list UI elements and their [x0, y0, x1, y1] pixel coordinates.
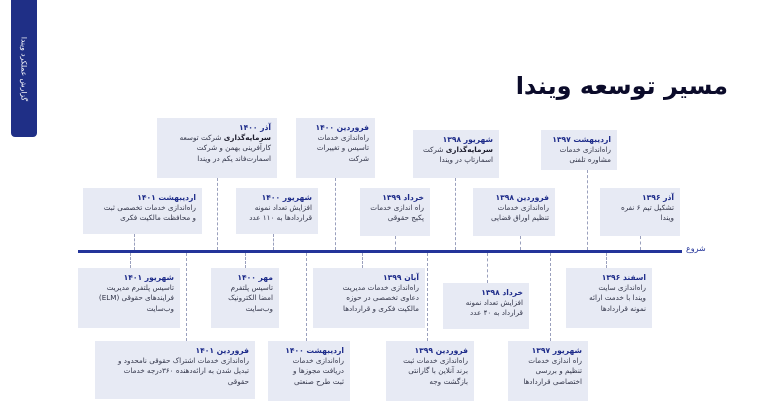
- milestone-line: حقوقی: [227, 376, 249, 386]
- milestone-line: مشاوره تلفنی: [569, 155, 611, 165]
- milestone-line: ویندا: [660, 213, 674, 223]
- milestone-card: [566, 268, 652, 328]
- milestone-date: فروردین ۱۳۹۸: [495, 193, 549, 202]
- milestone-card: [386, 341, 474, 401]
- milestone-line: امضا الکترونیک: [228, 293, 273, 303]
- milestone-date: آذر ۱۳۹۶: [641, 193, 674, 202]
- milestone-text: [163, 133, 271, 143]
- connector-line: [134, 234, 135, 250]
- milestone-line: ویندا با خدمت ارائه: [589, 293, 646, 303]
- milestone-date: شهریور ۱۳۹۸: [442, 135, 493, 144]
- connector-line: [550, 253, 551, 341]
- milestone-line: افزایش تعداد نمونه: [465, 298, 523, 307]
- side-report-tab: [11, 0, 37, 137]
- milestone-date: فروردین ۱۳۹۹: [414, 346, 468, 355]
- connector-line: [455, 178, 456, 250]
- milestone-date: مهر ۱۴۰۰: [237, 273, 273, 282]
- milestone-line: قرارداد به ۴۰ عدد: [470, 308, 523, 318]
- milestone-card: [508, 341, 588, 401]
- milestone-line: راه‌اندازی خدمات مدیریت: [342, 283, 419, 292]
- milestone-line: تاسیس پلتفرم مدیریت: [106, 283, 174, 292]
- connector-line: [427, 253, 428, 341]
- milestone-card: [211, 268, 279, 328]
- milestone-date: اسفند ۱۳۹۶: [601, 273, 646, 282]
- milestone-line: راه‌اندازی خدمات ثبت: [403, 356, 468, 365]
- connector-line: [395, 236, 396, 250]
- page-title: مسیر توسعه ویندا: [515, 72, 728, 100]
- milestone-line: دعاوی تخصصی در حوزه: [346, 293, 419, 303]
- milestone-date: فروردین ۱۴۰۰: [315, 123, 369, 132]
- milestone-line: بازگشت وجه: [429, 376, 468, 386]
- milestone-line: راه‌اندازی سایت: [598, 283, 646, 292]
- milestone-date: آذر ۱۴۰۰: [238, 123, 271, 132]
- milestone-line: راه‌اندازی خدمات: [497, 203, 549, 212]
- connector-line: [273, 234, 274, 250]
- milestone-line: ثبت طرح صنعتی: [293, 376, 344, 386]
- side-tab-label: گزارش عملکرد ویندا: [19, 36, 29, 101]
- milestone-line: راه اندازی خدمات: [370, 203, 424, 212]
- milestone-line: نمونه قراردادها: [600, 303, 646, 313]
- milestone-date: شهریور ۱۳۹۷: [531, 346, 582, 355]
- milestone-line: و محافظت مالکیت فکری: [120, 213, 196, 223]
- milestone-line: قراردادها به ۱۱۰ عدد: [249, 213, 312, 223]
- connector-line: [587, 170, 588, 250]
- milestone-line: تشکیل تیم ۶ نفره: [620, 203, 674, 212]
- connector-line: [606, 253, 607, 268]
- milestone-line: وب‌سایت: [146, 303, 174, 313]
- milestone-date: اردیبهشت ۱۴۰۱: [137, 193, 196, 202]
- milestone-card: [268, 341, 350, 401]
- milestone-date: خرداد ۱۳۹۹: [382, 193, 424, 202]
- connector-line: [640, 236, 641, 250]
- milestone-card: [443, 283, 529, 329]
- milestone-line: راه‌اندازی خدمات: [317, 133, 369, 142]
- milestone-card: [296, 118, 375, 178]
- milestone-date: اردیبهشت ۱۴۰۰: [285, 346, 344, 355]
- milestone-lead: سرمایه‌گذاری: [223, 133, 271, 142]
- milestone-card: [600, 188, 680, 236]
- timeline-axis: [78, 250, 682, 253]
- milestone-lead: سرمایه‌گذاری: [445, 145, 493, 154]
- milestone-card: [157, 118, 277, 178]
- milestone-line: تاسیس پلتفرم: [230, 283, 273, 292]
- timeline-start-label: شروع: [686, 244, 706, 253]
- milestone-line: پکیج حقوقی: [387, 213, 424, 223]
- milestone-line: شرکت: [422, 145, 444, 154]
- milestone-date: شهریور ۱۴۰۰: [261, 193, 312, 202]
- milestone-card: [313, 268, 425, 328]
- milestone-line: راه‌اندازی خدمات تخصصی ثبت: [103, 203, 196, 212]
- milestone-text: [419, 145, 493, 155]
- connector-line: [362, 253, 363, 268]
- milestone-date: خرداد ۱۳۹۸: [481, 288, 523, 297]
- connector-line: [186, 253, 187, 341]
- milestone-card: [473, 188, 555, 236]
- milestone-line: راه‌اندازی خدمات اشتراک حقوقی نامحدود و: [118, 356, 249, 365]
- milestone-line: راه‌اندازی خدمات: [292, 356, 344, 365]
- milestone-line: فرایندهای حقوقی (ELM): [98, 293, 174, 303]
- milestone-card: [541, 130, 617, 170]
- connector-line: [245, 253, 246, 268]
- milestone-card: [95, 341, 255, 399]
- milestone-date: فروردین ۱۴۰۱: [195, 346, 249, 355]
- milestone-line: دریافت مجوزها و: [292, 366, 344, 376]
- milestone-line: تنظیم اوراق قضایی: [491, 213, 549, 223]
- connector-line: [306, 253, 307, 341]
- milestone-line: تاسیس و تغییرات: [316, 143, 369, 153]
- connector-line: [487, 253, 488, 283]
- milestone-line: افزایش تعداد نمونه: [254, 203, 312, 212]
- milestone-line: تنظیم و بررسی: [535, 366, 582, 376]
- milestone-line: اختصاصی قراردادها: [523, 376, 582, 386]
- milestone-line: راه‌اندازی خدمات: [559, 145, 611, 154]
- milestone-card: [83, 188, 202, 234]
- milestone-line: شرکت توسعه: [179, 133, 222, 142]
- milestone-line: راه اندازی خدمات: [528, 356, 582, 365]
- milestone-date: شهریور ۱۴۰۱: [123, 273, 174, 282]
- milestone-line: برند آنلاین با گارانتی: [408, 366, 468, 376]
- connector-line: [217, 178, 218, 250]
- milestone-date: آبان ۱۳۹۹: [383, 273, 419, 282]
- milestone-line: اسمارت‌فاند یکم در ویندا: [197, 153, 271, 163]
- milestone-line: مالکیت فکری و قراردادها: [343, 303, 419, 313]
- connector-line: [520, 236, 521, 250]
- milestone-card: [78, 268, 180, 328]
- connector-line: [335, 178, 336, 250]
- milestone-line: تبدیل شدن به ارائه‌دهنده ۳۶۰درجه خدمات: [123, 366, 249, 376]
- milestone-card: [413, 130, 499, 178]
- milestone-line: اسمارتاپ در ویندا: [439, 155, 493, 165]
- milestone-date: اردیبهشت ۱۳۹۷: [552, 135, 611, 144]
- milestone-line: شرکت: [348, 153, 369, 163]
- milestone-line: کارآفرینی بهمن و شرکت: [196, 143, 271, 153]
- milestone-card: [236, 188, 318, 234]
- milestone-line: وب‌سایت: [245, 303, 273, 313]
- connector-line: [130, 253, 131, 268]
- milestone-card: [360, 188, 430, 236]
